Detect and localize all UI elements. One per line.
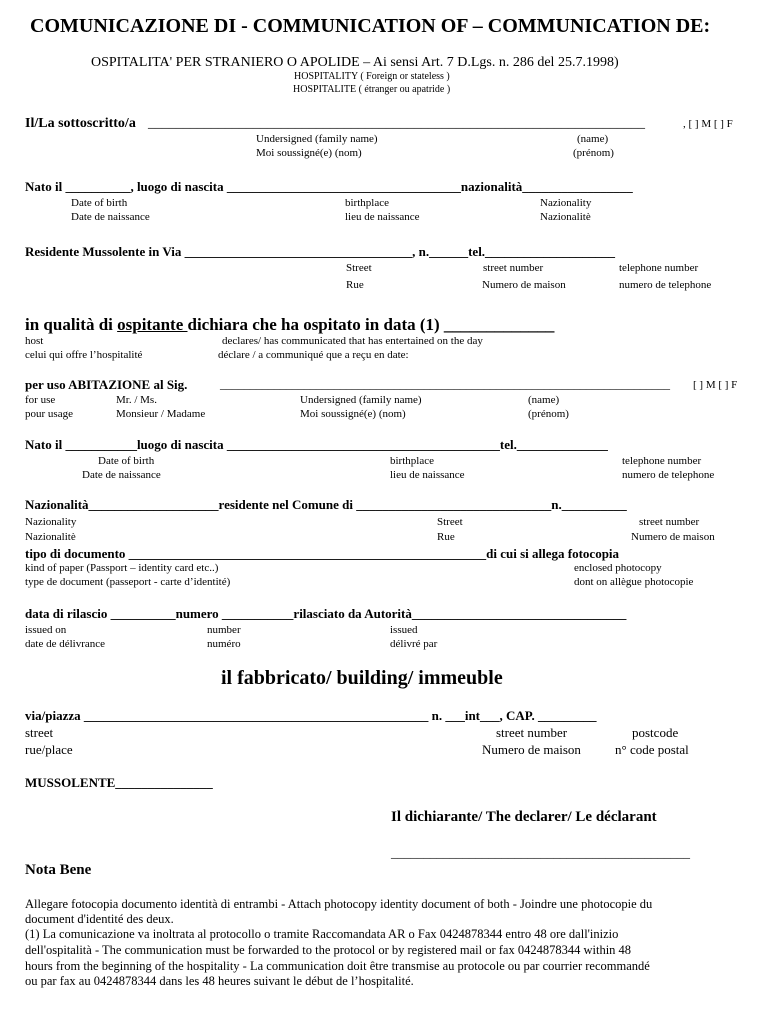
declaration-host: ospitante (117, 315, 188, 334)
document-type-fields[interactable]: tipo di documento _______________________________________________________di cui si allega fotocopia (25, 546, 620, 561)
guest-residence-fields[interactable]: Nazionalità____________________residente nel Comune di ______________________________n.__________ (25, 497, 627, 512)
gbirth-date-fr: Date de naissance (82, 469, 161, 481)
doc-copy-fr: dont on allègue photocopie (574, 576, 694, 588)
guest-for-fr: pour usage (25, 408, 73, 420)
res-street-en: Street (346, 262, 372, 274)
note-line: ou par fax au 0424878344 dans les 48 heures suivant le début de l’hospitalité. (25, 974, 414, 988)
subtitle-en: HOSPITALITY ( Foreign or stateless ) (294, 71, 450, 82)
bld-street-en: street (25, 725, 54, 740)
guest-name-field[interactable]: ___________________________________________________________________________ (220, 377, 670, 391)
declaration-line[interactable] (25, 316, 554, 333)
res-num-en: street number (483, 262, 544, 274)
doc-kind-fr: type de document (passeport - carte d’identité) (25, 576, 231, 588)
issue-date-fr: date de délivrance (25, 638, 106, 650)
declaration-pre: in qualità di (25, 315, 118, 334)
signature-line[interactable]: ______________________________________________ (391, 845, 690, 860)
doc-copy-en: enclosed photocopy (574, 562, 662, 574)
bld-num-fr: Numero de maison (482, 742, 581, 757)
note-line: Allegare fotocopia documento identità di entrambi - Attach photocopy identity document of both - Joindre une photocopie du (25, 897, 653, 911)
guest-family-fr: Moi soussigné(e) (nom) (300, 408, 406, 420)
guest-sex-checkboxes[interactable]: [ ] M [ ] F (693, 379, 738, 391)
bld-street-fr: rue/place (25, 742, 73, 757)
gbirth-date-en: Date of birth (98, 455, 155, 467)
birth-fields[interactable]: Nato il __________, luogo di nascita ____________________________________nazionalità_________________ (25, 179, 633, 194)
res-num-fr: Numero de maison (482, 279, 566, 291)
guest-title-fr: Monsieur / Madame (116, 408, 206, 420)
birth-place-en: birthplace (345, 197, 389, 209)
form-title: COMUNICAZIONE DI - COMMUNICATION OF – COMMUNICATION DE: (30, 15, 711, 37)
residence-fields[interactable]: Residente Mussolente in Via ___________________________________, n.______tel.____________________ (25, 244, 616, 259)
guest-for-en: for use (25, 394, 56, 406)
signer-name-fr: (prénom) (573, 147, 614, 159)
gres-nat-en: Nazionality (25, 516, 77, 528)
signer-family-fr: Moi soussigné(e) (nom) (256, 147, 362, 159)
form-subtitle: OSPITALITA' PER STRANIERO O APOLIDE – Ai sensi Art. 7 D.Lgs. n. 286 del 25.7.1998) (91, 55, 619, 70)
signer-sex-checkboxes[interactable]: , [ ] M [ ] F (683, 118, 733, 130)
note-line: hours from the beginning of the hospitality - La communication doit être transmise au protocole ou par courrier recommandé (25, 959, 650, 973)
notes-heading: Nota Bene (25, 862, 92, 878)
birth-nat-fr: Nazionalitè (540, 211, 591, 223)
birth-nat-en: Nazionality (540, 197, 592, 209)
gbirth-place-en: birthplace (390, 455, 434, 467)
issue-num-en: number (207, 624, 241, 636)
declarer-label: Il dichiarante/ The declarer/ Le déclarant (391, 809, 657, 825)
issue-by-fr: délivré par (390, 638, 438, 650)
res-tel-fr: numero de telephone (619, 279, 712, 291)
gres-num-en: street number (639, 516, 700, 528)
note-line: dell'ospitalità - The communication must be forwarded to the protocol or by registered mail or fax 0424878344 within 48 (25, 943, 632, 957)
gres-nat-fr: Nazionalitè (25, 531, 76, 543)
guest-birth-fields[interactable]: Nato il ___________luogo di nascita __________________________________________tel.______________ (25, 437, 608, 452)
res-tel-en: telephone number (619, 262, 699, 274)
res-street-fr: Rue (346, 279, 364, 291)
building-heading: il fabbricato/ building/ immeuble (221, 667, 503, 689)
bld-num-en: street number (496, 725, 568, 740)
birth-date-en: Date of birth (71, 197, 128, 209)
gres-street-fr: Rue (437, 531, 455, 543)
signer-name-field[interactable]: _______________________________________________________________________ (148, 116, 645, 131)
gbirth-tel-en: telephone number (622, 455, 702, 467)
host-en: host (25, 335, 44, 347)
signer-label: Il/La sottoscritto/a (25, 116, 136, 131)
note-line: document d'identité des deux. (25, 912, 174, 926)
guest-name-fr: (prénom) (528, 408, 569, 420)
issue-date-en: issued on (25, 624, 67, 636)
bld-post-fr: n° code postal (615, 742, 689, 757)
issue-fields[interactable]: data di rilascio __________numero ___________rilasciato da Autorità_________________________________ (25, 606, 627, 621)
subtitle-fr: HOSPITALITE ( étranger ou apatride ) (293, 84, 451, 95)
guest-name-en: (name) (528, 394, 560, 406)
signer-name-en: (name) (577, 133, 609, 145)
host-fr: celui qui offre l’hospitalité (25, 349, 143, 361)
issue-num-fr: numéro (207, 638, 241, 650)
town-field[interactable]: MUSSOLENTE_______________ (25, 775, 213, 790)
building-address-fields[interactable]: via/piazza _____________________________________________________ n. ___int___, CAP. _________ (25, 708, 597, 723)
note-line: (1) La comunicazione va inoltrata al protocollo o tramite Raccomandata AR o Fax 0424878344 entro 48 ore dall'inizio (25, 927, 619, 941)
birth-place-fr: lieu de naissance (345, 211, 420, 223)
declares-en: declares/ has communicated that has entertained on the day (222, 335, 483, 347)
gres-num-fr: Numero de maison (631, 531, 715, 543)
gbirth-tel-fr: numero de telephone (622, 469, 715, 481)
issue-by-en: issued (390, 624, 418, 636)
gres-street-en: Street (437, 516, 463, 528)
declaration-post: dichiara che ha ospitato in data (1) _____________ (187, 315, 555, 334)
declares-fr: déclare / a communiqué que a reçu en date: (218, 349, 409, 361)
guest-title-en: Mr. / Ms. (116, 394, 157, 406)
birth-date-fr: Date de naissance (71, 211, 150, 223)
signer-family-en: Undersigned (family name) (256, 133, 378, 145)
bld-post-en: postcode (632, 725, 679, 740)
guest-label: per uso ABITAZIONE al Sig. (25, 377, 188, 392)
gbirth-place-fr: lieu de naissance (390, 469, 465, 481)
guest-family-en: Undersigned (family name) (300, 394, 422, 406)
doc-kind-en: kind of paper (Passport – identity card etc..) (25, 562, 219, 574)
